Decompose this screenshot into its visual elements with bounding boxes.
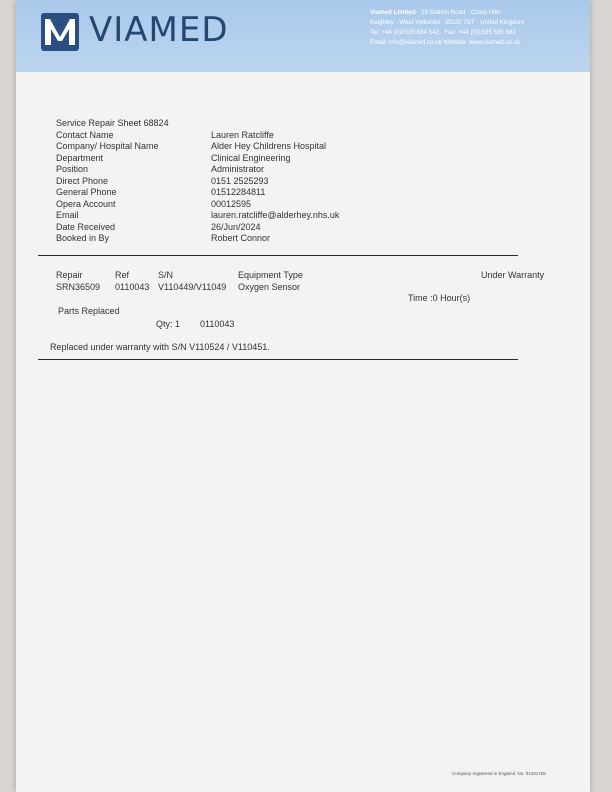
logo-text: VIAMED: [89, 10, 229, 50]
divider: [38, 255, 518, 256]
repair-equipment-type: Oxygen Sensor: [238, 282, 301, 292]
col-header-ref: Ref: [115, 270, 130, 280]
part-ref: 0110043: [200, 319, 235, 329]
divider: [38, 359, 518, 360]
document-page: VIAMED Viamed Limited · 15 Station Road · Cross Hills Keighley · West Yorkshire · BD20 7DT · United Kingdom Tel: +44 (0)1535 634 542 · Fax: +44 (0)1535 635 582 Email: info@viamed.co.uk Website: www.viamed.co.uk Service Repair Sheet 68824 Contact Name Lauren Ratcliffe Company/ Hospital Name Alder Hey Childrens Hospital Department Clinical Engineering Position Administrator Direct Phone 0151 2525293 General Phone 01512284811 Opera Account 00012595 Email lauren.ratcliffe@alderhey.nhs.uk Date Received 26/Jun/2024 Booked in By Robert Connor Repair Ref S/N Equipment Type Under Warranty SRN36509 0110043 V110449/V11049 Oxygen Sensor Time :0 Hour(s) Parts Replaced Qty: 1 0110043 Replaced under warranty with S/N V110524 / V110451. Company registered in England. No. 01281765: [16, 0, 590, 792]
viamed-logo-icon: [41, 13, 79, 51]
col-header-warranty: Under Warranty: [481, 270, 545, 280]
company-registration: Company registered in England. No. 01281765: [452, 771, 546, 776]
repair-number: SRN36509: [56, 282, 101, 292]
company-line: Email: info@viamed.co.uk Website: www.viamed.co.uk: [370, 39, 521, 46]
col-header-sn: S/N: [158, 270, 174, 280]
repair-serial: V110449/V11049: [158, 282, 227, 292]
company-line: Keighley · West Yorkshire · BD20 7DT · United Kingdom: [370, 19, 525, 26]
repair-ref: 0110043: [115, 282, 150, 292]
parts-replaced-label: Parts Replaced: [58, 306, 120, 316]
repair-note: Replaced under warranty with S/N V110524 / V110451.: [50, 342, 270, 352]
time-spent: Time :0 Hour(s): [408, 293, 471, 303]
letterhead: [16, 0, 590, 72]
col-header-repair: Repair: [56, 270, 83, 280]
part-qty: Qty: 1: [156, 319, 181, 329]
col-header-equipment-type: Equipment Type: [238, 270, 303, 280]
company-line: Tel: +44 (0)1535 634 542 · Fax: +44 (0)1535 635 582: [370, 29, 516, 36]
company-line: Viamed Limited · 15 Station Road · Cross Hills: [370, 9, 501, 16]
company-address: [370, 8, 580, 48]
